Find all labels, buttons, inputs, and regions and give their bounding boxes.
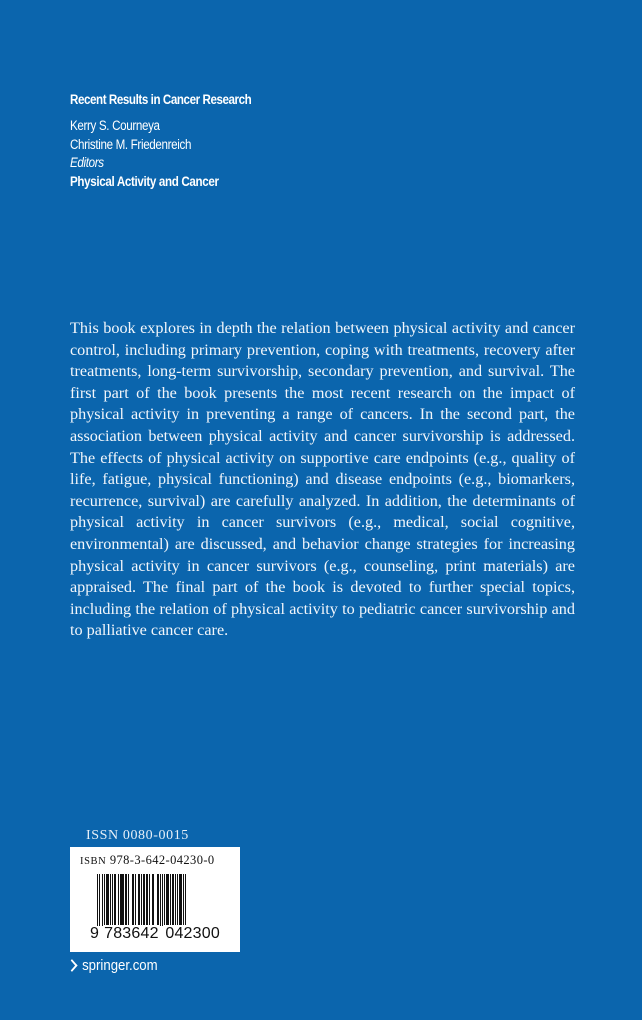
editor-name: Kerry S. Courneya — [70, 118, 160, 133]
barcode-group-2: 042300 — [165, 925, 220, 942]
editors-role-label: Editors — [70, 155, 104, 170]
springer-website-link[interactable] — [68, 957, 158, 974]
editors-block — [70, 117, 219, 191]
barcode-group-1: 783642 — [104, 925, 159, 942]
isbn-label: ISBN — [80, 856, 107, 867]
barcode-label — [70, 847, 240, 952]
book-description: This book explores in depth the relation between physical activity and cancer control, including primary prevention, coping with treatments, recovery after treatments, long-term survivorship, secondary prevention, and survival. The first part of the book presents the most recent research on the impact of physical activity in preventing a range of cancers. In the second part, the association between physical activity and cancer survivorship is addressed. The effects of physical activity on supportive care endpoints (e.g., quality of life, fatigue, physical functioning) and disease endpoints (e.g., biomarkers, recurrence, survival) are carefully analyzed. In addition, the determinants of physical activity in cancer survivors (e.g., medical, social cognitive, environmental) are discussed, and behavior change strategies for increasing physical activity in cancer survivors (e.g., counseling, print materials) are appraised. The final part of the book is devoted to further special topics, including the relation of physical activity to pediatric cancer survivorship and to palliative cancer care. — [70, 319, 575, 640]
book-title: Physical Activity and Cancer — [70, 173, 219, 189]
isbn-value: 978-3-642-04230-0 — [109, 853, 215, 867]
chevron-right-icon — [66, 959, 77, 972]
barcode-digits — [90, 925, 221, 943]
issn-number: ISSN 0080-0015 — [86, 828, 189, 843]
springer-link-text: springer.com — [82, 957, 158, 974]
barcode-first-digit: 9 — [90, 925, 100, 942]
series-title: Recent Results in Cancer Research — [70, 92, 252, 107]
editor-name: Christine M. Friedenreich — [70, 136, 192, 152]
isbn-number — [80, 853, 215, 868]
barcode-icon — [97, 874, 225, 926]
